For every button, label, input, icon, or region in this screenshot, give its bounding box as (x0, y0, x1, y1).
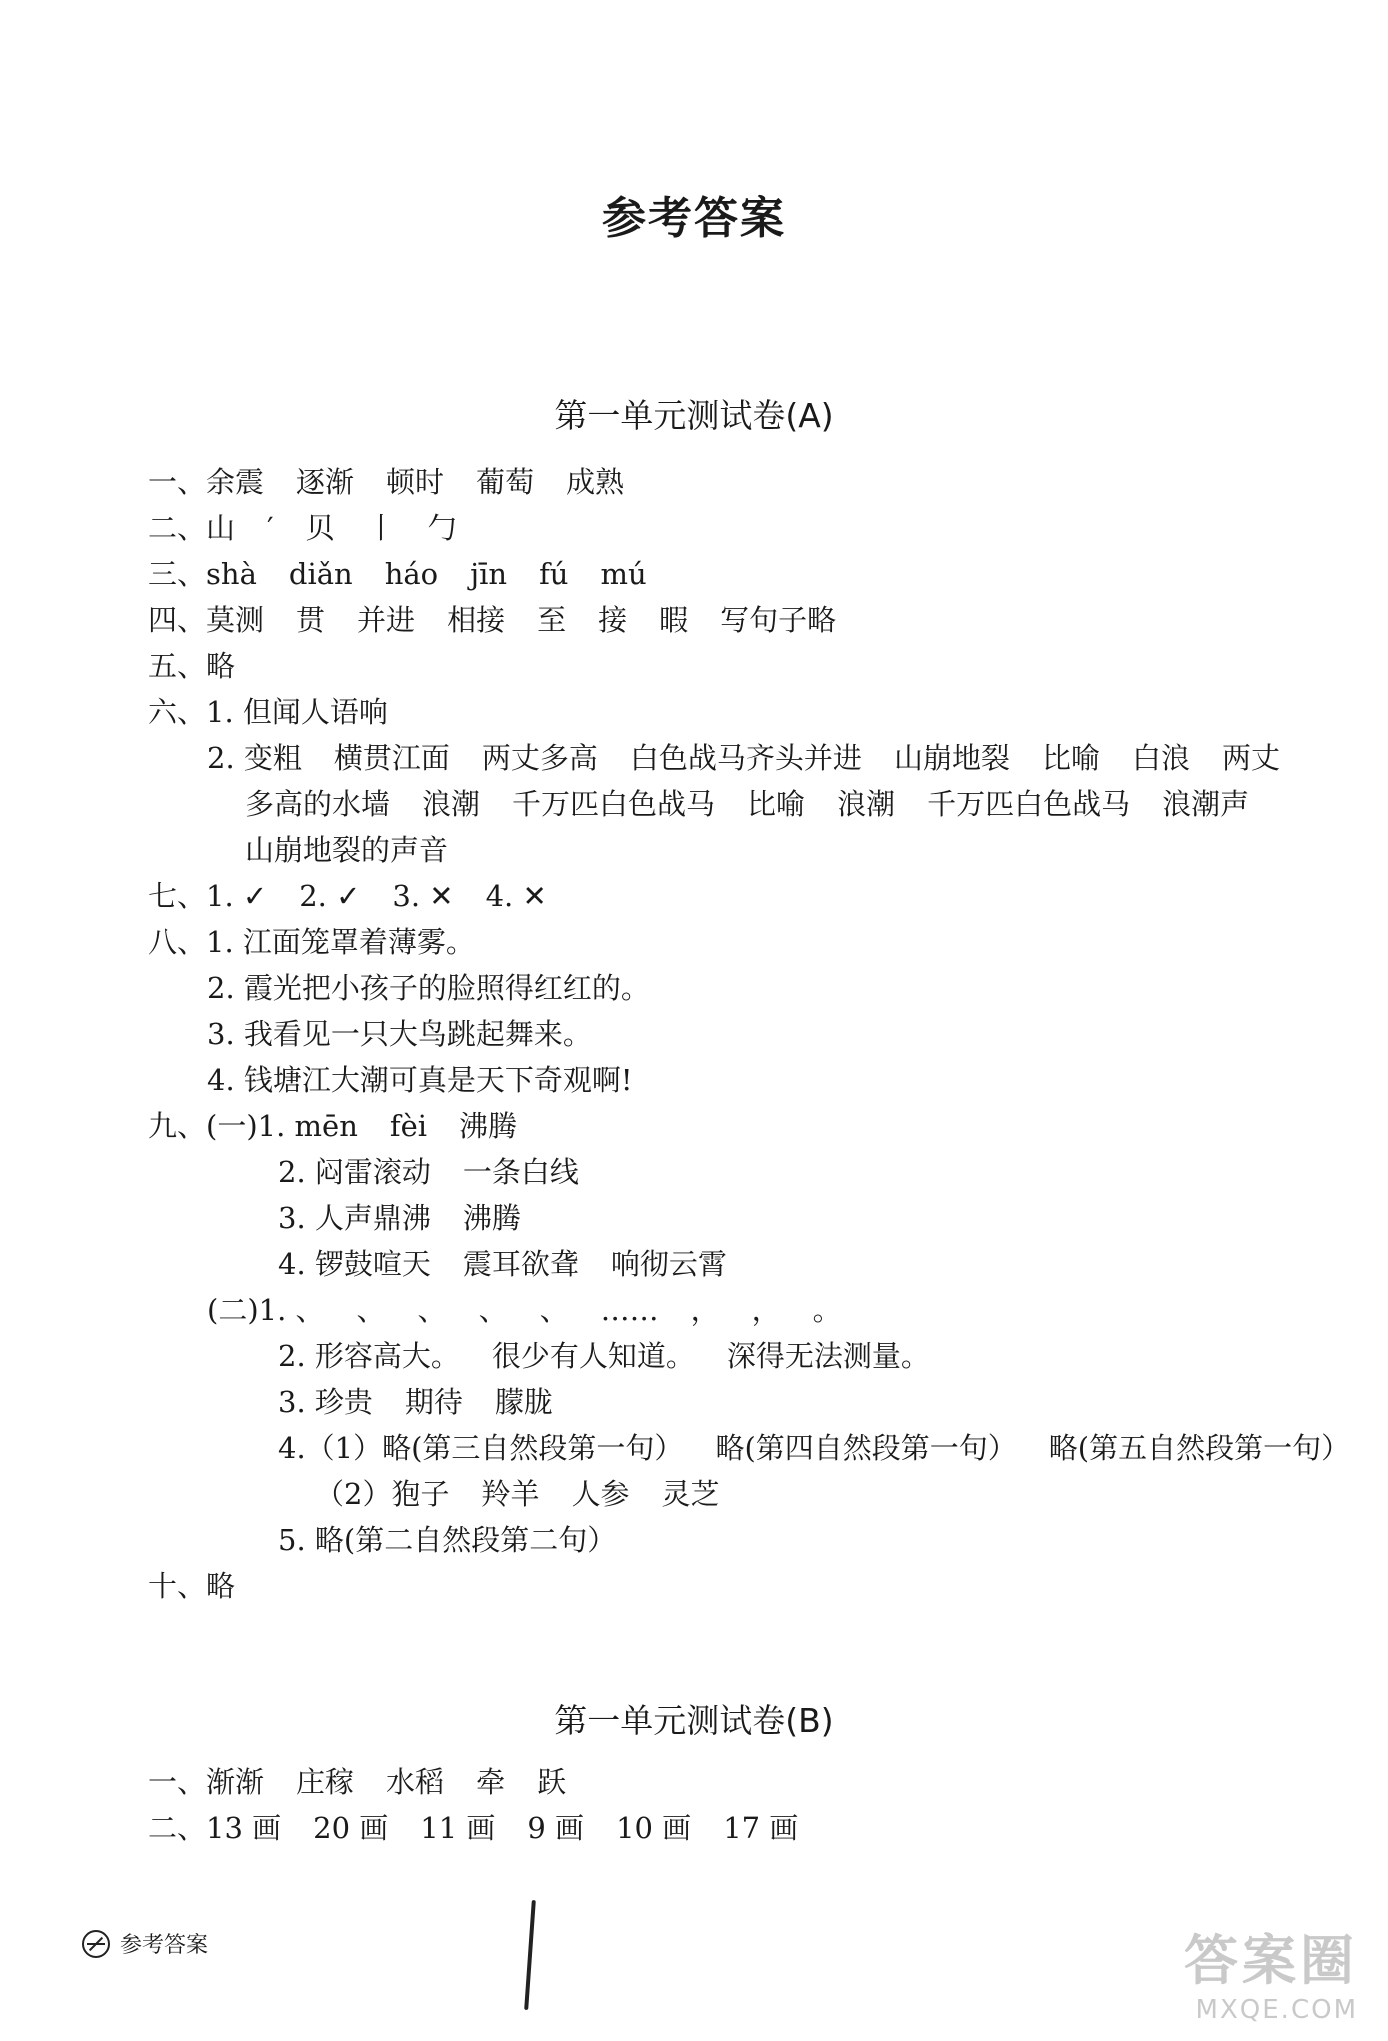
answer-item: 1. 江面笼罩着薄雾。 (206, 925, 475, 959)
answer-item: 略(第四自然段第一句） (715, 1431, 1017, 1465)
answer-item: 2. 形容高大。 (278, 1339, 460, 1373)
question-label: 二、 (148, 511, 207, 545)
answer-item: 多高的水墙 (245, 787, 391, 821)
section-a-line (148, 922, 507, 962)
question-label: 六、 (148, 695, 207, 729)
answer-item: 沸腾 (462, 1201, 521, 1235)
answer-item: 略 (206, 649, 236, 683)
answer-item: 比喻 (747, 787, 806, 821)
answer-item: 1. mēn (257, 1109, 358, 1143)
answer-item: 4. 钱塘江大潮可真是天下奇观啊! (207, 1063, 633, 1097)
watermark-logo-text: 答案圈 (1184, 1929, 1358, 1992)
answer-item: 20 画 (313, 1811, 389, 1845)
section-a-line (278, 1382, 585, 1422)
answer-item: 1. ✓ (206, 879, 268, 913)
answer-item: 成熟 (566, 465, 625, 499)
answer-item: 莫测 (206, 603, 265, 637)
answer-item: 、 (539, 1293, 569, 1327)
answer-item: 1. 但闻人语响 (206, 695, 388, 729)
section-a-line (278, 1428, 1382, 1468)
answer-item: 横贯江面 (333, 741, 450, 775)
answer-item: 人参 (571, 1477, 630, 1511)
question-label: 一、 (148, 1765, 207, 1799)
answer-item: 两丈多高 (481, 741, 598, 775)
answer-item: 很少有人知道。 (491, 1339, 695, 1373)
answer-item: 朦胧 (494, 1385, 553, 1419)
answer-item: 勹 (427, 511, 457, 545)
answer-item: 丨 (366, 511, 396, 545)
answer-item: 逐渐 (296, 465, 355, 499)
answer-item: 顿时 (386, 465, 445, 499)
answer-item: 千万匹白色战马 (927, 787, 1131, 821)
section-a-line (148, 692, 420, 732)
footer-logo-icon (82, 1930, 110, 1958)
answer-item: jīn (470, 557, 508, 591)
answer-item: 贯 (296, 603, 326, 637)
answer-item: 白浪 (1131, 741, 1190, 775)
answer-item: 并进 (357, 603, 416, 637)
section-a-line (207, 968, 682, 1008)
answer-item: shà (206, 557, 257, 591)
section-a-title: 第一单元测试卷(A) (554, 396, 834, 435)
section-a-line (148, 600, 868, 640)
page-title: 参考答案 (602, 193, 786, 244)
pen-stroke-mark (524, 1900, 536, 2010)
answer-item: 震耳欲聋 (462, 1247, 579, 1281)
answer-item: 2. ✓ (299, 879, 361, 913)
question-label: 七、 (148, 879, 207, 913)
answer-item: 比喻 (1041, 741, 1100, 775)
answer-item: 9 画 (527, 1811, 585, 1845)
answer-item: 5. 略(第二自然段第二句） (278, 1523, 617, 1557)
answer-item: fú (539, 557, 569, 591)
answer-item: 4. 锣鼓喧天 (278, 1247, 431, 1281)
section-a-line (278, 1152, 611, 1192)
answer-item: 庄稼 (296, 1765, 355, 1799)
answer-item: 期待 (404, 1385, 463, 1419)
answer-item: （2）狍子 (315, 1477, 450, 1511)
question-label: 二、 (148, 1811, 207, 1845)
section-a-line (245, 784, 1281, 824)
question-label: 一、 (148, 465, 207, 499)
question-label: 三、 (148, 557, 207, 591)
section-a-line (148, 508, 489, 548)
section-b-title: 第一单元测试卷(B) (554, 1701, 834, 1740)
section-a-line (148, 554, 679, 594)
answer-item: 山崩地裂 (893, 741, 1010, 775)
answer-item: 浪潮 (422, 787, 481, 821)
answer-item: 2. 变粗 (207, 741, 302, 775)
answer-item: fèi (389, 1109, 428, 1143)
site-watermark (1168, 1918, 1358, 2028)
answer-item: 暇 (659, 603, 689, 637)
answer-item: 跃 (537, 1765, 567, 1799)
answer-item: 浪潮声 (1162, 787, 1250, 821)
question-label: 十、 (148, 1569, 207, 1603)
answer-item: 白色战马齐头并进 (629, 741, 862, 775)
answer-item: 4. ✕ (485, 879, 547, 913)
answer-item: 3. ✕ (392, 879, 454, 913)
section-a-line (207, 1290, 874, 1330)
section-a-line (245, 830, 480, 870)
answer-item: 2. 霞光把小孩子的脸照得红红的。 (207, 971, 650, 1005)
answer-item: 17 画 (723, 1811, 799, 1845)
answer-item: 灵芝 (661, 1477, 720, 1511)
section-a-line (207, 1060, 665, 1100)
footer-label: 参考答案 (120, 1933, 209, 1958)
section-a-line (148, 1566, 267, 1606)
answer-item: ， (690, 1293, 720, 1327)
section-a-line (278, 1336, 962, 1376)
answer-item: mú (600, 557, 647, 591)
answer-item: 接 (598, 603, 628, 637)
section-a-line (148, 1106, 549, 1146)
section-a-line (278, 1244, 759, 1284)
section-a-line (207, 1014, 624, 1054)
answer-item: ′ (267, 511, 274, 545)
question-label: 五、 (148, 649, 207, 683)
answer-item: 两丈 (1221, 741, 1280, 775)
answer-item: 相接 (447, 603, 506, 637)
answer-item: 山崩地裂的声音 (245, 833, 449, 867)
answer-item: 3. 珍贵 (278, 1385, 373, 1419)
section-a-line (148, 876, 579, 916)
answer-item: 2. 闷雷滚动 (278, 1155, 431, 1189)
answer-item: 葡萄 (476, 465, 535, 499)
question-label: 九、(一) (148, 1109, 258, 1143)
answer-item: 响彻云霄 (610, 1247, 727, 1281)
answer-item: 渐渐 (206, 1765, 265, 1799)
section-a-line (315, 1474, 752, 1514)
answer-item: 。 (812, 1293, 842, 1327)
answer-item: 深得无法测量。 (726, 1339, 930, 1373)
question-label: (二) (207, 1293, 259, 1327)
answer-item: ， (751, 1293, 781, 1327)
answer-item: …… (600, 1293, 659, 1327)
answer-item: háo (384, 557, 439, 591)
answer-item: 、 (478, 1293, 508, 1327)
answer-item: 、 (356, 1293, 386, 1327)
answer-item: 略 (206, 1569, 236, 1603)
answer-item: 4.（1）略(第三自然段第一句） (278, 1431, 684, 1465)
answer-item: 11 画 (420, 1811, 496, 1845)
section-a-line (278, 1520, 648, 1560)
answer-item: 一条白线 (462, 1155, 579, 1189)
section-a-line (207, 738, 1312, 778)
answer-item: 贝 (305, 511, 335, 545)
answer-item: diǎn (288, 557, 353, 591)
answer-item: 1. 、 (258, 1293, 325, 1327)
answer-item: 略(第五自然段第一句） (1048, 1431, 1351, 1465)
page-footer (82, 1928, 208, 1959)
answer-item: 水稻 (386, 1765, 445, 1799)
section-a-line (148, 646, 267, 686)
answer-item: 山 (206, 511, 236, 545)
answer-item: 3. 人声鼎沸 (278, 1201, 431, 1235)
answer-item: 至 (537, 603, 567, 637)
answer-item: 13 画 (206, 1811, 282, 1845)
answer-item: 羚羊 (481, 1477, 540, 1511)
answer-item: 3. 我看见一只大鸟跳起舞来。 (207, 1017, 592, 1051)
answer-item: 10 画 (616, 1811, 692, 1845)
answer-item: 余震 (206, 465, 265, 499)
watermark-url: MXQE.COM (1195, 1995, 1358, 2025)
section-a-line (148, 462, 656, 502)
question-label: 四、 (148, 603, 207, 637)
section-a-line (278, 1198, 553, 1238)
answer-item: 、 (417, 1293, 447, 1327)
answer-item: 沸腾 (459, 1109, 518, 1143)
answer-item: 牵 (476, 1765, 506, 1799)
answer-item: 浪潮 (837, 787, 896, 821)
answer-item: 写句子略 (720, 603, 837, 637)
section-b-line (148, 1808, 830, 1848)
answer-item: 千万匹白色战马 (512, 787, 716, 821)
section-b-line (148, 1762, 598, 1802)
question-label: 八、 (148, 925, 207, 959)
